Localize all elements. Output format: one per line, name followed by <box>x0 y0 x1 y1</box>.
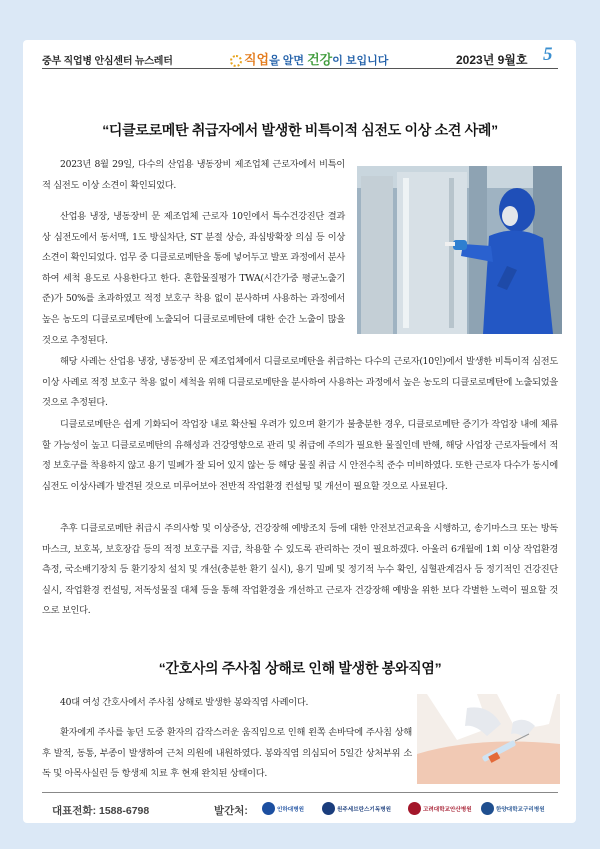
article1-paragraph-4: 디클로로메탄은 쉽게 기화되어 작업장 내로 확산될 우려가 있으며 환기가 불충분한 경우, 디클로로메탄 증기가 작업장 내에 체류할 가능성이 높고 디클로로메탄의 유해성과 건강영향으로 관리 및 취급에 주의가 필요한 물질인데 반해, 해당 사업장 근로자들에서 적정 보호구를 착용하지 않고 용기 밀폐가 잘 되어 있지 않는 등 해당 물질 취급 시 안전수칙 준수 미비하였다. 또한 근로자 다수가 동시에 심전도 이상사례가 발견된 것으로 미루어보아 전반적 작업환경 컨설팅 및 개선이 필요할 것으로 사료된다. <box>42 419 558 492</box>
hospital-inha <box>262 800 304 817</box>
article2-paragraph-2: 환자에게 주사를 놓던 도중 환자의 갑작스러운 움직임으로 인해 왼쪽 손바닥에 주사침 상해 후 발적, 동통, 부종이 발생하여 근처 의원에 내원하였다. 봉와직염 의심되어 5일간 상처부위 소독 및 아목사실린 등 항생제 치료 후 현재 완치된 상태이다. <box>42 727 412 780</box>
article1-title: “디클로로메탄 취급자에서 발생한 비특이적 심전도 이상 소견 사례” <box>102 122 498 138</box>
article1-paragraph-3: 해당 사례는 산업용 냉장, 냉동장비 문 제조업체에서 디클로로메탄을 취급하는 다수의 근로자(10인)에서 발생한 비특이적 심전도 이상 사례로 적정 보호구 착용 없이 세척을 위해 디클로로메탄을 분사하여 사용하는 과정에서 높은 농도의 디클로로메탄에 노출되었을 것으로 추정된다. <box>42 356 558 409</box>
injection-photo <box>417 694 560 784</box>
hospital-wonju <box>322 800 391 817</box>
footer-phone <box>52 803 149 818</box>
article1-paragraph-2: 산업용 냉장, 냉동장비 문 제조업체 근로자 10인에서 특수건강진단 결과상 심전도에서 동서맥, 1도 방실차단, ST 분절 상승, 좌심방확장 의심 등 이상소견이 확인되었다. 업무 중 디클로로메탄을 통에 넣어두고 발포 과정에서 분사하여 세척 용도로 사용한다고 한다. 혼합물질평가 TWA(시간가중 평균노출기준)가 50%를 초과하였고 적정 보호구 착용 없이 분사하며 사용하는 과정에서 높은 농도의 디클로로메탄에 노출되어 디클로로메탄에 대한 순간 노출이 많을 것으로 추정된다. <box>42 211 345 346</box>
hospital-name: 고려대학교안산병원 <box>423 806 472 813</box>
article1-paragraph-1: 2023년 8월 29일, 다수의 산업용 냉동장비 제조업체 근로자에서 비특이적 심전도 이상 소견이 확인되었다. <box>42 159 345 191</box>
header-divider <box>42 68 558 69</box>
hospital-name: 원주세브란스기독병원 <box>337 806 392 813</box>
article2-paragraph-1: 40대 여성 간호사에서 주사침 상해로 발생한 봉와직염 사례이다. <box>60 697 309 708</box>
phone-label: 대표전화: <box>52 805 97 817</box>
hospital-korea-ansan <box>408 800 472 817</box>
publisher-label: 발간처: <box>214 805 248 817</box>
hospital-emblem-icon <box>322 802 335 815</box>
hospital-hanyang-guri <box>481 800 545 817</box>
hospital-emblem-icon <box>262 802 275 815</box>
footer-divider <box>42 792 558 793</box>
slogan-part-1: 직업 <box>244 52 270 67</box>
hospital-emblem-icon <box>481 802 494 815</box>
article1-paragraph-5: 추후 디클로로메탄 취급시 주의사항 및 이상증상, 건강장해 예방조치 등에 대한 안전보건교육을 시행하고, 송기마스크 또는 방독마스크, 보호복, 보호장갑 등의 적정 보호구를 지급, 착용할 수 있도록 관리하는 것이 필요하겠다. 아울러 6개월에 1회 이상 작업환경 측정, 국소배기장치 등 환기장치 설치 및 개선(충분한 환기 실시), 용기 밀폐 및 정기적 누수 확인, 심혈관계검사 등 정기적인 건강진단 실시, 작업환경 컨설팅, 저독성물질 대체 등을 통해 작업환경을 개선하고 근로자 건강장해 예방을 위한 보다 각별한 노력이 필요할 것으로 보인다. <box>42 523 558 617</box>
phone-number: 1588-6798 <box>99 805 150 817</box>
hospital-emblem-icon <box>408 802 421 815</box>
slogan-part-2: 을 알면 <box>269 55 308 67</box>
newsletter-name: 중부 직업병 안심센터 뉴스레터 <box>42 56 173 67</box>
slogan-part-4: 이 보입니다 <box>332 55 389 67</box>
worker-spraying-photo <box>357 166 562 334</box>
slogan-logo <box>230 49 388 68</box>
article2-title: “간호사의 주사침 상해로 인해 발생한 봉와직염” <box>158 660 442 676</box>
hospital-name: 한양대학교구리병원 <box>496 806 545 813</box>
slogan-part-3: 건강 <box>307 52 333 67</box>
issue-date: 2023년 9월호 <box>456 53 528 67</box>
sun-icon <box>230 55 242 67</box>
hospital-name: 인하대병원 <box>277 806 305 813</box>
page-number: 5 <box>543 44 553 65</box>
